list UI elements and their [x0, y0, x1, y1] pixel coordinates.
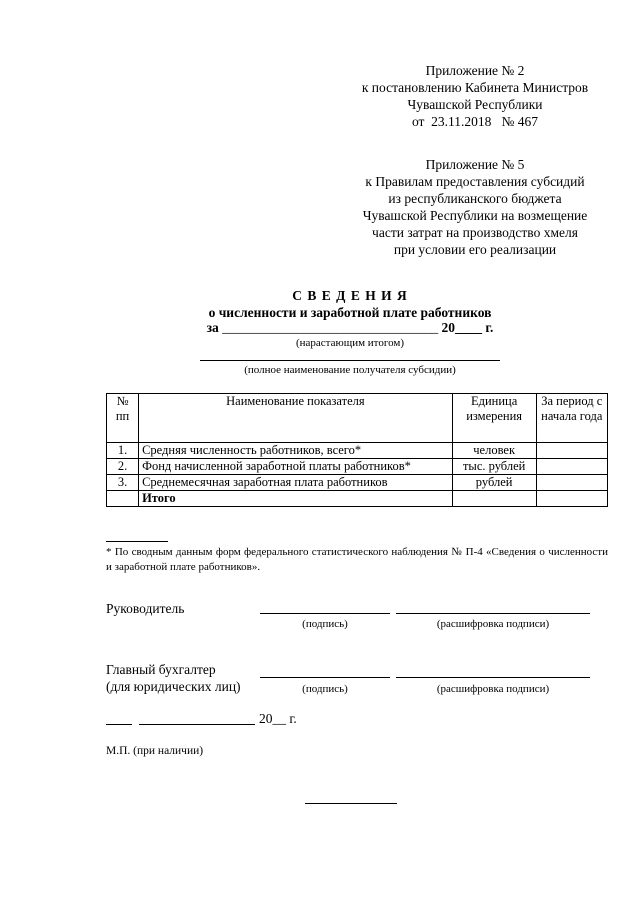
row-value[interactable]: [536, 443, 607, 459]
accountant-decode-caption: (расшифровка подписи): [436, 683, 550, 695]
row-name: Средняя численность работников, всего*: [139, 443, 453, 459]
table-row: [107, 475, 608, 491]
appendix-5-header: [345, 156, 605, 258]
date-day-line[interactable]: [106, 724, 132, 725]
table-total-row: [107, 491, 608, 507]
footnote-mark: *: [106, 546, 112, 558]
cumulative-caption: (нарастающим итогом): [295, 337, 404, 349]
appendix-5-line6: при условии его реализации: [393, 242, 557, 257]
row-num: 1.: [107, 443, 139, 459]
row-value[interactable]: [536, 475, 607, 491]
head-sign-caption: (подпись): [302, 618, 348, 630]
footnote: [106, 545, 608, 575]
accountant-sign-caption: (подпись): [302, 683, 348, 695]
total-num: [107, 491, 139, 507]
appendix-2-line4: от 23.11.2018 № 467: [411, 114, 539, 129]
head-label: Руководитель: [106, 601, 185, 616]
header-period: За период с начала года: [536, 394, 607, 443]
accountant-sign-line[interactable]: [260, 677, 390, 678]
period-line: [150, 320, 550, 336]
table-row: [107, 459, 608, 475]
head-decode-caption: (расшифровка подписи): [436, 618, 550, 630]
total-unit: [452, 491, 536, 507]
table-header-row: [107, 394, 608, 443]
accountant-label-line1: Главный бухгалтер: [106, 662, 216, 677]
accountant-label-line2: (для юридических лиц): [106, 679, 241, 694]
total-label: Итого: [139, 491, 453, 507]
bottom-separator: [305, 803, 397, 804]
header-unit: Единица измерения: [452, 394, 536, 443]
footnote-text: По сводным данным форм федерального статистического наблюдения № П-4 «Сведения о численности и заработной плате работников».: [106, 546, 608, 573]
appendix-2-header: [350, 62, 600, 130]
row-unit: рублей: [452, 475, 536, 491]
row-value[interactable]: [536, 459, 607, 475]
row-num: 2.: [107, 459, 139, 475]
appendix-5-line2: к Правилам предоставления субсидий: [365, 174, 585, 189]
date-month-line[interactable]: [139, 724, 255, 725]
accountant-decode-line[interactable]: [396, 677, 590, 678]
appendix-5-line1: Приложение № 5: [425, 157, 525, 172]
appendix-2-line3: Чувашской Республики: [407, 97, 543, 112]
row-unit: тыс. рублей: [452, 459, 536, 475]
footnote-separator: [106, 541, 168, 542]
head-sign-line[interactable]: [260, 613, 390, 614]
date-year[interactable]: 20__ г.: [259, 711, 297, 726]
row-unit: человек: [452, 443, 536, 459]
header-num: № пп: [107, 394, 139, 443]
head-decode-line[interactable]: [396, 613, 590, 614]
appendix-5-line3: из республиканского бюджета: [388, 191, 562, 206]
report-table: [106, 393, 608, 507]
row-name: Фонд начисленной заработной платы работников*: [139, 459, 453, 475]
row-num: 3.: [107, 475, 139, 491]
period-blank[interactable]: ________________________________: [222, 320, 439, 335]
title-sub: о численности и заработной плате работников: [208, 305, 492, 320]
header-name: Наименование показателя: [139, 394, 453, 443]
period-prefix: за: [206, 320, 219, 335]
appendix-2-line1: Приложение № 2: [425, 63, 525, 78]
recipient-caption: (полное наименование получателя субсидии): [244, 364, 456, 376]
stamp-label: М.П. (при наличии): [106, 745, 204, 757]
document-title: [150, 288, 550, 304]
appendix-2-line2: к постановлению Кабинета Министров: [361, 80, 589, 95]
total-value[interactable]: [536, 491, 607, 507]
period-year[interactable]: 20____ г.: [441, 320, 494, 335]
row-name: Среднемесячная заработная плата работников: [139, 475, 453, 491]
appendix-5-line5: части затрат на производство хмеля: [372, 225, 578, 240]
title-main: С В Е Д Е Н И Я: [292, 288, 408, 303]
recipient-name-line[interactable]: [200, 360, 500, 361]
appendix-5-line4: Чувашской Республики на возмещение: [362, 208, 588, 223]
table-row: [107, 443, 608, 459]
